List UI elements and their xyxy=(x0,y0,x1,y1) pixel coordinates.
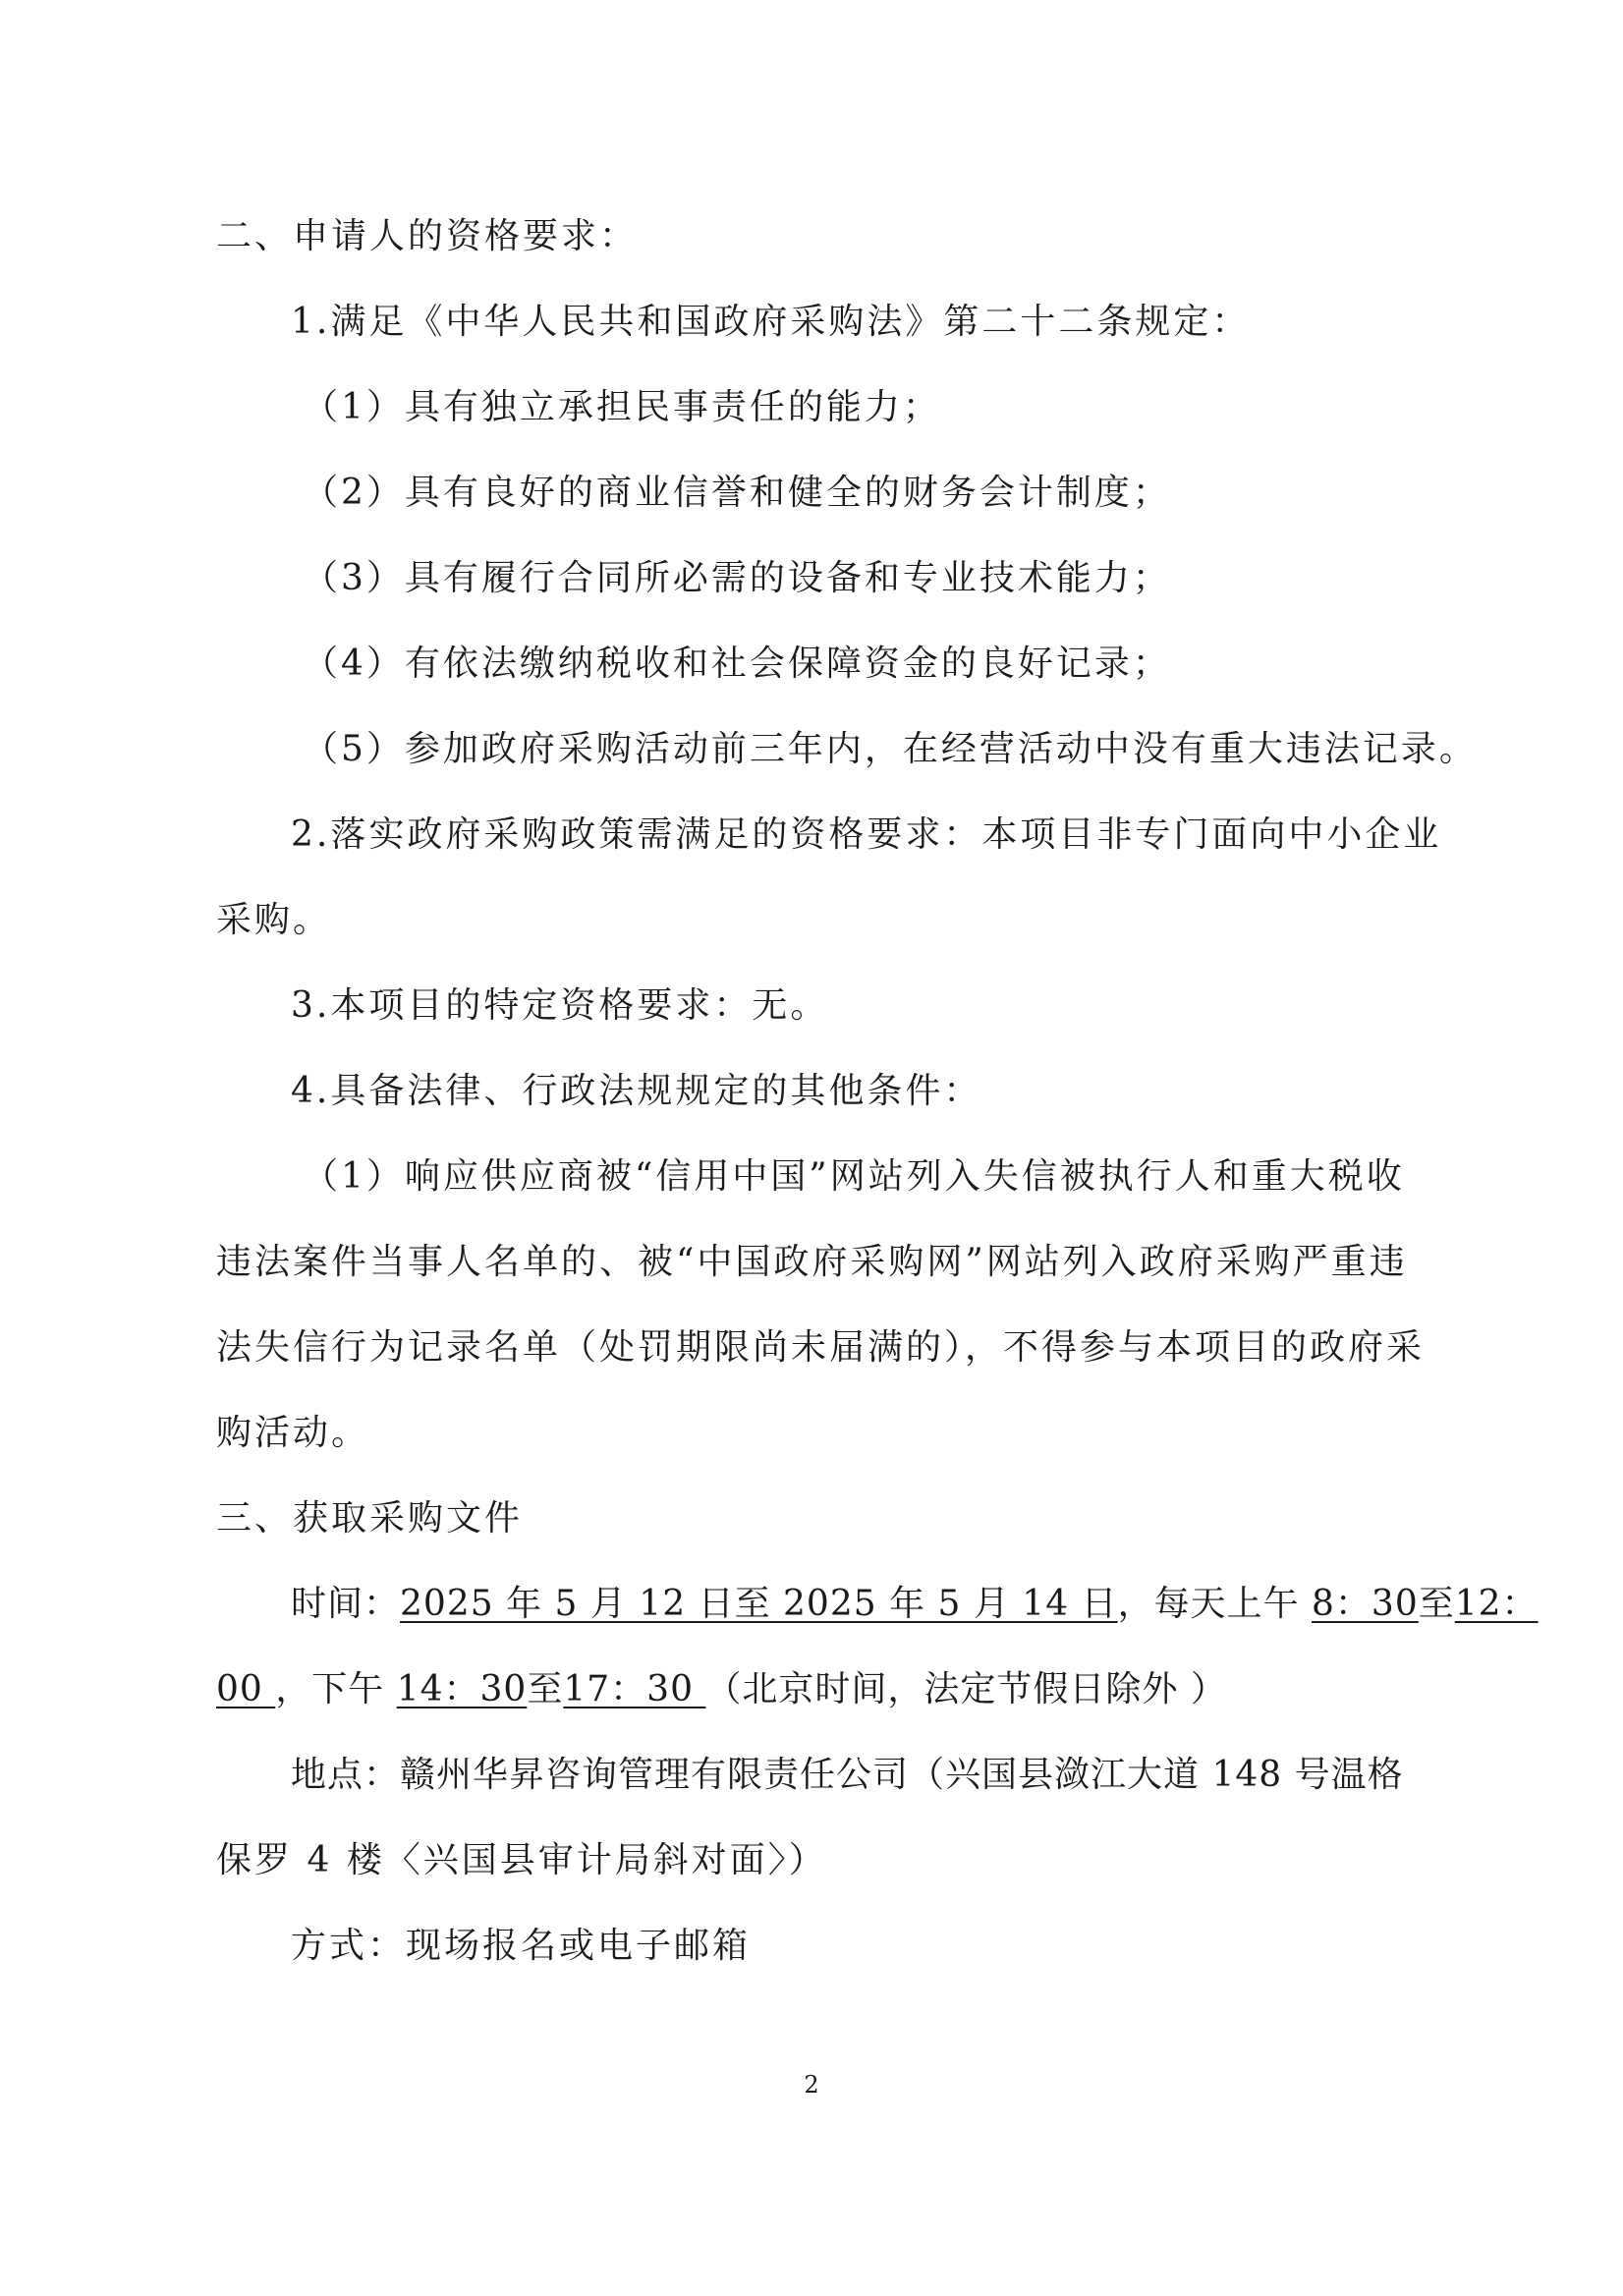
requirement-4-sub-1-line-2: 违法案件当事人名单的、被“中国政府采购网”网站列入政府采购严重违 xyxy=(216,1242,1408,1282)
section-3-heading: 三、获取采购文件 xyxy=(216,1498,524,1539)
requirement-3: 3.本项目的特定资格要求：无。 xyxy=(291,985,829,1026)
requirement-4: 4.具备法律、行政法规规定的其他条件： xyxy=(291,1071,982,1111)
requirement-2-line-2: 采购。 xyxy=(216,900,332,940)
method-line: 方式：现场报名或电子邮箱 xyxy=(291,1926,752,1966)
page-number: 2 xyxy=(804,2071,819,2099)
time-afternoon-end: 17：30 xyxy=(563,1669,706,1709)
requirement-4-sub-1-line-1: （1）响应供应商被“信用中国”网站列入失信被执行人和重大税收 xyxy=(303,1156,1405,1197)
requirement-1-sub-1: （1）具有独立承担民事责任的能力； xyxy=(303,387,941,427)
time-morning-end-part-2: 00 xyxy=(216,1669,276,1709)
time-line-2 xyxy=(216,1668,1227,1711)
requirement-4-sub-1-line-4: 购活动。 xyxy=(216,1413,370,1453)
time-morning-end-part-1: 12： xyxy=(1454,1584,1539,1624)
time-afternoon-start: 14：30 xyxy=(396,1669,528,1709)
requirement-4-sub-1-line-3: 法失信行为记录名单（处罚期限尚未届满的），不得参与本项目的政府采 xyxy=(216,1327,1426,1368)
requirement-1-sub-4: （4）有依法缴纳税收和社会保障资金的良好记录； xyxy=(303,644,1171,684)
place-line-1: 地点：赣州华昇咨询管理有限责任公司（兴国县潋江大道 148 号温格 xyxy=(291,1755,1404,1795)
requirement-1: 1.满足《中华人民共和国政府采购法》第二十二条规定： xyxy=(291,302,1251,342)
time-note: （北京时间，法定节假日除外 ） xyxy=(705,1669,1227,1709)
requirement-1-sub-2: （2）具有良好的商业信誉和健全的财务会计制度； xyxy=(303,473,1171,513)
requirement-1-sub-3: （3）具有履行合同所必需的设备和专业技术能力； xyxy=(303,558,1171,598)
time-line-1 xyxy=(291,1583,1539,1626)
time-label: 时间： xyxy=(291,1584,401,1624)
section-2-heading: 二、申请人的资格要求： xyxy=(216,216,639,256)
time-date-range: 2025 年 5 月 12 日至 2025 年 5 月 14 日 xyxy=(400,1584,1118,1624)
time-afternoon-prefix: ，下午 xyxy=(275,1669,397,1709)
time-daily-prefix: ，每天上午 xyxy=(1117,1584,1313,1624)
place-line-2: 保罗 4 楼〈兴国县审计局斜对面〉） xyxy=(216,1840,827,1880)
time-morning-start: 8：30 xyxy=(1312,1584,1419,1624)
time-to-1: 至 xyxy=(1418,1584,1455,1624)
requirement-1-sub-5: （5）参加政府采购活动前三年内，在经营活动中没有重大违法记录。 xyxy=(303,729,1478,769)
time-to-2: 至 xyxy=(527,1669,564,1709)
requirement-2-line-1: 2.落实政府采购政策需满足的资格要求：本项目非专门面向中小企业 xyxy=(291,814,1442,855)
